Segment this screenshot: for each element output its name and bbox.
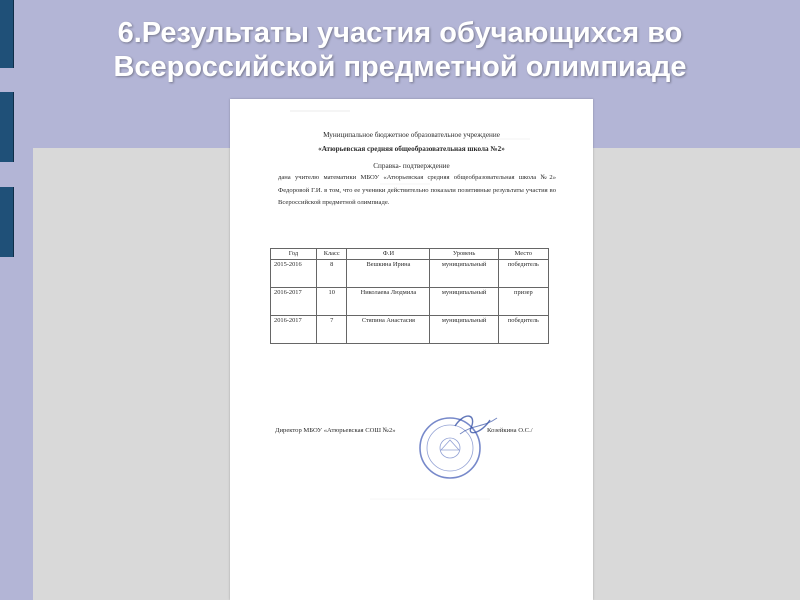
cell-place: победитель [498,316,548,344]
cell-name: Стяпина Анастасия [347,316,430,344]
column-header-level: Уровень [430,249,498,260]
column-header-class: Класс [316,249,346,260]
slide-title [0,16,800,84]
cell-class: 10 [316,288,346,316]
sidebar-bar [0,187,14,257]
certificate-title: Справка- подтверждение [373,162,450,170]
cell-year: 2016-2017 [271,288,317,316]
official-stamp-icon [405,406,505,484]
certificate-body: дана учителю математики МБОУ «Атюрьевская средняя общеобразовательная школа №2» Федоровой Г.И. в том, что ее ученики действительно показали позитивные результаты участия во Всероссийской предметной олимпиаде. [278,174,556,206]
cell-name: Николаева Людмила [347,288,430,316]
document-header-line2: «Атюрьевская средняя общеобразовательная школа №2» [318,145,505,153]
table-row [271,288,549,316]
column-header-place: Место [498,249,548,260]
cell-class: 7 [316,316,346,344]
signature-name: Козейкина О.С./ [487,427,533,434]
results-table [270,248,549,344]
slide-title-line2: Всероссийской предметной олимпиаде [113,51,687,83]
sidebar-bar [0,92,14,162]
cell-year: 2015-2016 [271,260,317,288]
cell-year: 2016-2017 [271,316,317,344]
table-row [271,260,549,288]
signature-director: Директор МБОУ «Атюрьевская СОШ №2» [275,427,396,434]
table-row [271,316,549,344]
column-header-name: Ф.И [347,249,430,260]
slide-title-line1: 6.Результаты участия обучающихся во [117,17,683,49]
scanned-document [230,99,593,600]
cell-level: муниципальный [430,316,498,344]
cell-level: муниципальный [430,288,498,316]
cell-level: муниципальный [430,260,498,288]
cell-name: Вешкина Ирина [347,260,430,288]
sidebar-decoration [0,0,14,600]
cell-place: призер [498,288,548,316]
cell-place: победитель [498,260,548,288]
signature-line [275,427,565,434]
cell-class: 8 [316,260,346,288]
table-header-row [271,249,549,260]
document-header-line1: Муниципальное бюджетное образовательное учреждение [323,131,500,139]
column-header-year: Год [271,249,317,260]
